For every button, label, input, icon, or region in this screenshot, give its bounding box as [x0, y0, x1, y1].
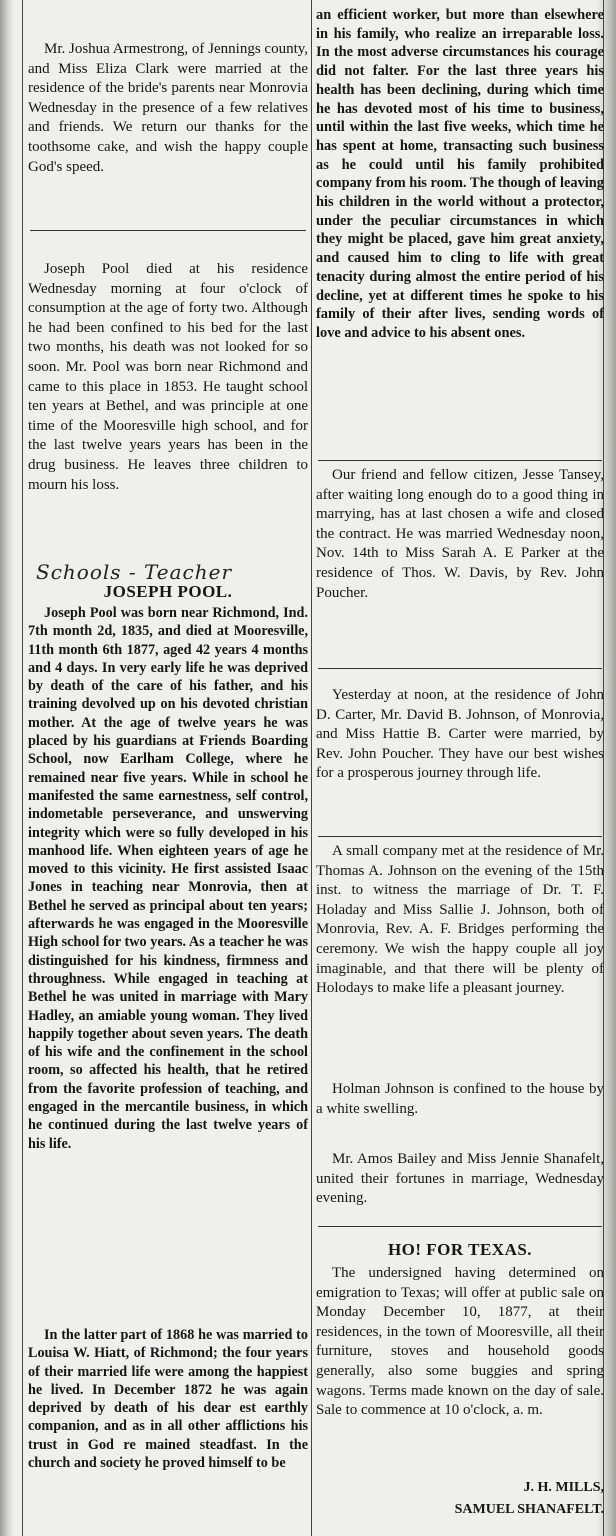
scan-edge-left — [0, 0, 14, 1536]
obituary-continuation: an efficient worker, but more than elsewhere in his family, who realize an irreparable loss. In the most adverse circumstances his courage did not falter. For the last three years his health has been declining, during which time he has devoted most of his time to business, until within the last five weeks, which time he has spent at home, transacting such business as he could until his family prohibited company from his room. The though of leaving his children in the world without a protector, under the peculiar circumstances in which they might be placed, gave him great anxiety, and caused him to cling to life with great tenacity during almost the entire period of his decline, yet at different times he spoke to his family of their after lives, sending words of love and advice to his absent ones. — [316, 7, 604, 341]
ad-signer-mills: J. H. MILLS, — [523, 1480, 604, 1495]
obituary-title: JOSEPH POOL. — [103, 582, 233, 601]
handwritten-annotation: Schools - Teacher — [36, 560, 233, 584]
bailey-shanafelt-notice: Mr. Amos Bailey and Miss Jennie Shanafelt, united their fortunes in marriage, Wednesday evening. — [316, 1151, 604, 1207]
notice-divider — [318, 460, 602, 461]
obituary-paragraph-1: Joseph Pool was born near Richmond, Ind. 7th month 2d, 1835, and died at Mooresville, 11th month 6th 1877, aged 42 years 4 months and 4 days. In very early life he was deprived by death of the care of his father, and his training devolved up on his devoted christian mother. At the age of twelve years he was placed by his guardians at Friends Boarding School, now Earlham College, where he remained near five years. While in school he manifested the same earnestness, self control, indometable perseverance, and unswerving integrity which were so fully developed in his manhood life. When eighteen years of age he moved to this vicinity. He first assisted Isaac Jones in teaching near Monrovia, then at Bethel he served as principal about ten years; afterwards he was engaged in the Mooresville High school for two years. As a teacher he was distinguished for his kindness, firmness and throughness. While engaged in teaching at Bethel he was united in marriage with Mary Hadley, an amiable young woman. They lived happily together about seven years. The death of his wife and the confinement in the school room, so affected his health, that he retired from the favorite profession of teaching, and engaged in the mercantile business, in which he continued during the last twelve years of his life. — [28, 605, 308, 1152]
holaday-wedding-notice: A small company met at the residence of Mr. Thomas A. Johnson on the evening of the 15th inst. to witness the marriage of Dr. T. F. Holaday and Miss Sallie J. Johnson, both of Monrovia, Rev. A. F. Bridges performing the ceremony. We wish the happy couple all joy imaginable, and that there will be plenty of Holodays to make life a pleasant journey. — [316, 843, 604, 997]
texas-ad-heading: HO! FOR TEXAS. — [387, 1240, 533, 1259]
armstrong-wedding-notice: Mr. Joshua Armestrong, of Jennings county, and Miss Eliza Clark were married at the residence of the bride's parents near Monrovia Wednesday in the presence of a few relatives and friends. We return our thanks for the toothsome cake, and wish the happy couple God's speed. — [28, 41, 309, 175]
pool-death-notice: Joseph Pool died at his residence Wednesday morning at four o'clock of consumption at the age of forty two. Although he had been confined to his bed for the last two months, his death was not looked for so soon. Mr. Pool was born near Richmond and came to this place in 1853. He taught school ten years at Bethel, and was principle at one time of the Mooresville high school, and for the last twelve years years has been in the drug business. He leaves three children to mourn his loss. — [28, 261, 308, 493]
left-border-rule — [22, 0, 23, 1536]
column-divider — [311, 0, 312, 1536]
notice-divider — [318, 836, 602, 837]
notice-divider — [318, 668, 602, 669]
notice-divider — [30, 230, 306, 231]
notice-divider — [318, 1226, 602, 1227]
johnson-carter-wedding-notice: Yesterday at noon, at the residence of John D. Carter, Mr. David B. Johnson, of Monrovia, and Miss Hattie B. Carter were married, by Rev. John Poucher. They have our best wishes for a prosperous journey through life. — [316, 687, 604, 782]
texas-ad-body: The undersigned having determined on emigration to Texas; will offer at public sale on Monday December 10, 1877, at their residences, in the town of Mooresville, all their furniture, stoves and household goods generally, also some buggies and spring wagons. Terms made known on the day of sale. Sale to commence at 10 o'clock, a. m. — [316, 1265, 604, 1419]
obituary-paragraph-2: In the latter part of 1868 he was married to Louisa W. Hiatt, of Richmond; the four years of their married life were among the happiest he lived. In December 1872 he was again deprived by death of his dear est earthly companion, and as in all other afflictions his trust in God re mained steadfast. In the church and society he proved himself to be — [28, 1327, 308, 1472]
ad-signer-shanafelt: SAMUEL SHANAFELT. — [454, 1502, 604, 1517]
johnson-swelling-notice: Holman Johnson is confined to the house by a white swelling. — [316, 1081, 604, 1117]
tansey-wedding-notice: Our friend and fellow citizen, Jesse Tansey, after waiting long enough do to a good thing in marrying, has at last chosen a wife and closed the contract. He was married Wednesday noon, Nov. 14th to Miss Sarah A. E Parker at the residence of Thos. W. Davis, by Rev. John Poucher. — [316, 467, 604, 601]
